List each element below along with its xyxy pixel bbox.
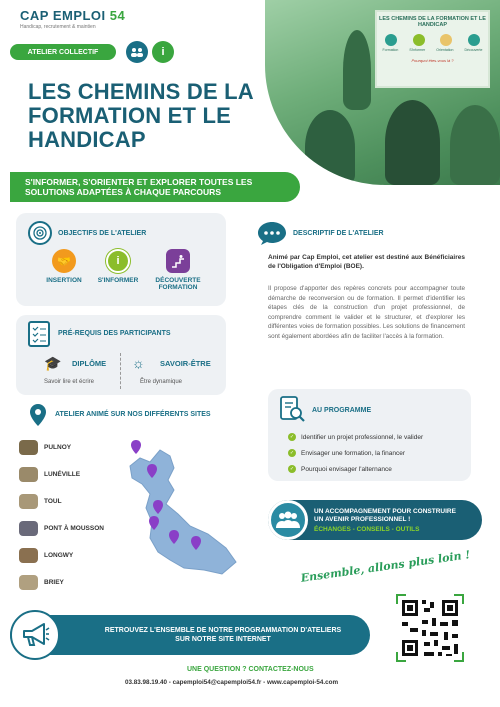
board-question: Pourquoi êtes-vous là ? xyxy=(411,58,454,63)
presenter-silhouette xyxy=(343,30,371,110)
target-icon xyxy=(28,221,52,245)
info-icon: i xyxy=(152,41,174,63)
check-icon: ✓ xyxy=(289,450,295,456)
program-title: AU PROGRAMME xyxy=(312,407,372,414)
program-card xyxy=(268,389,471,481)
map-shape xyxy=(130,450,236,574)
site-photo xyxy=(19,521,38,536)
site-item xyxy=(19,575,64,590)
workshop-photo xyxy=(265,0,500,185)
cta-line1: RETROUVEZ L'ENSEMBLE DE NOTRE PROGRAMMATION D'ATELIERS xyxy=(104,627,342,634)
participant-silhouette xyxy=(305,110,355,185)
page-title: LES CHEMINS DE LA FORMATION ET LE HANDICAP xyxy=(28,79,254,152)
description-title: DESCRIPTIF DE L'ATELIER xyxy=(293,230,384,237)
people-group-icon xyxy=(268,500,308,540)
presentation-board xyxy=(375,10,490,88)
site-photo xyxy=(19,575,38,590)
board-icon xyxy=(440,34,452,46)
site-name: BRIEY xyxy=(44,579,64,586)
description-body: Il propose d'apporter des repères concrets pour accompagner toute démarche de reconversion ou de formation. Il permet d'identifier les étapes clés de la construction d'un projet professionnel, de comprendre comment le valider et le structurer, et d'explorer les différentes voies de formation possibles. Les solutions de financement sont également abordées afin de faciliter l'accès à la formation. xyxy=(268,285,465,340)
prerequisites-card xyxy=(16,315,226,395)
site-item xyxy=(19,548,73,563)
site-photo xyxy=(19,467,38,482)
megaphone-icon xyxy=(10,610,60,660)
site-item xyxy=(19,521,104,536)
diploma-value: Savoir lire et écrire xyxy=(44,379,95,385)
logo xyxy=(20,8,125,30)
site-photo xyxy=(19,548,38,563)
program-item-text: Pourquoi envisager l'alternance xyxy=(301,465,392,473)
group-icon xyxy=(126,41,148,63)
cta-text xyxy=(88,626,358,644)
soft-skill-value: Être dynamique xyxy=(140,379,183,385)
accompaniment-line2: UN AVENIR PROFESSIONNEL ! xyxy=(314,516,411,523)
objective-label: S'INFORMER xyxy=(97,277,139,284)
site-name: LONGWY xyxy=(44,552,74,559)
brand-name: CAP EMPLOI 54 xyxy=(20,8,126,23)
site-name: PONT À MOUSSON xyxy=(44,525,104,532)
map-pin-icon xyxy=(131,440,141,454)
site-item xyxy=(19,467,80,482)
accompaniment-text xyxy=(314,508,456,524)
board-title: LES CHEMINS DE LA FORMATION ET LE HANDICAP xyxy=(379,16,486,28)
objective-label: DÉCOUVERTE FORMATION xyxy=(155,277,201,291)
objective-insertion xyxy=(34,249,94,284)
contact-question: UNE QUESTION ? CONTACTEZ-NOUS xyxy=(187,666,314,673)
website-cta-banner[interactable] xyxy=(10,615,370,655)
site-photo xyxy=(19,440,38,455)
document-search-icon xyxy=(278,395,306,423)
program-item xyxy=(288,465,392,473)
objective-decouverte xyxy=(148,249,208,291)
cta-line2: SUR NOTRE SITE INTERNET xyxy=(175,636,271,643)
subtitle-band: S'INFORMER, S'ORIENTER ET EXPLORER TOUTES LES SOLUTIONS ADAPTÉES À CHAQUE PARCOURS xyxy=(10,172,300,202)
checklist-icon xyxy=(28,321,50,347)
brand-tagline: Handicap, recrutement & maintien xyxy=(20,24,96,30)
board-item: Découverte xyxy=(464,48,483,52)
site-name: LUNÉVILLE xyxy=(44,471,81,478)
info-circle-icon: i xyxy=(106,249,130,273)
program-item xyxy=(288,433,423,441)
board-icon xyxy=(385,34,397,46)
sites-title: ATELIER ANIMÉ SUR NOS DIFFÉRENTS SITES xyxy=(55,411,211,418)
accompaniment-line1: UN ACCOMPAGNEMENT POUR CONSTRUIRE xyxy=(314,508,456,515)
handshake-icon: 🤝 xyxy=(52,249,76,273)
qr-code[interactable] xyxy=(396,594,464,662)
accompaniment-keywords: ÉCHANGES - CONSEILS - OUTILS xyxy=(314,526,420,533)
location-pin-icon xyxy=(30,404,46,431)
atelier-badge: ATELIER COLLECTIF xyxy=(10,44,116,60)
board-icon xyxy=(468,34,480,46)
check-icon: ✓ xyxy=(289,434,295,440)
program-item xyxy=(288,449,405,457)
site-item xyxy=(19,440,71,455)
prerequisites-title: PRÉ-REQUIS DES PARTICIPANTS xyxy=(58,330,171,337)
site-photo xyxy=(19,494,38,509)
participant-silhouette xyxy=(385,100,440,185)
contact-details[interactable]: 03.83.98.19.40 - capemploi54@capemploi54.fr - www.capemploi-54.com xyxy=(125,679,339,686)
board-item: Orientation xyxy=(436,48,454,52)
board-icon xyxy=(413,34,425,46)
objectives-title: OBJECTIFS DE L'ATELIER xyxy=(58,230,147,237)
board-item: Formation xyxy=(382,48,399,52)
site-name: PULNOY xyxy=(44,444,72,451)
site-name: TOUL xyxy=(44,498,62,505)
diploma-label: DIPLÔME xyxy=(72,359,107,368)
soft-skill-label: SAVOIR-ÊTRE xyxy=(160,359,211,368)
board-item: S'informer xyxy=(409,48,426,52)
description-lead: Animé par Cap Emploi, cet atelier est destiné aux Bénéficiaires de l'Obligation d'Emploi (BOE). xyxy=(268,254,465,270)
divider xyxy=(120,353,121,389)
objectives-card xyxy=(16,213,226,306)
department-map xyxy=(112,438,242,578)
lightbulb-icon: ☼ xyxy=(132,355,145,371)
program-item-text: Envisager une formation, la financer xyxy=(301,449,406,457)
participant-silhouette xyxy=(450,105,500,185)
program-item-text: Identifier un projet professionnel, le valider xyxy=(301,433,424,441)
accompaniment-banner xyxy=(268,500,482,540)
stairs-icon xyxy=(166,249,190,273)
site-item xyxy=(19,494,62,509)
objective-sinformer xyxy=(88,249,148,284)
graduation-cap-icon: 🎓 xyxy=(44,355,62,371)
check-icon: ✓ xyxy=(289,466,295,472)
objective-label: INSERTION xyxy=(46,277,82,284)
slogan: Ensemble, allons plus loin ! xyxy=(299,548,471,585)
speech-bubble-icon xyxy=(257,220,287,244)
